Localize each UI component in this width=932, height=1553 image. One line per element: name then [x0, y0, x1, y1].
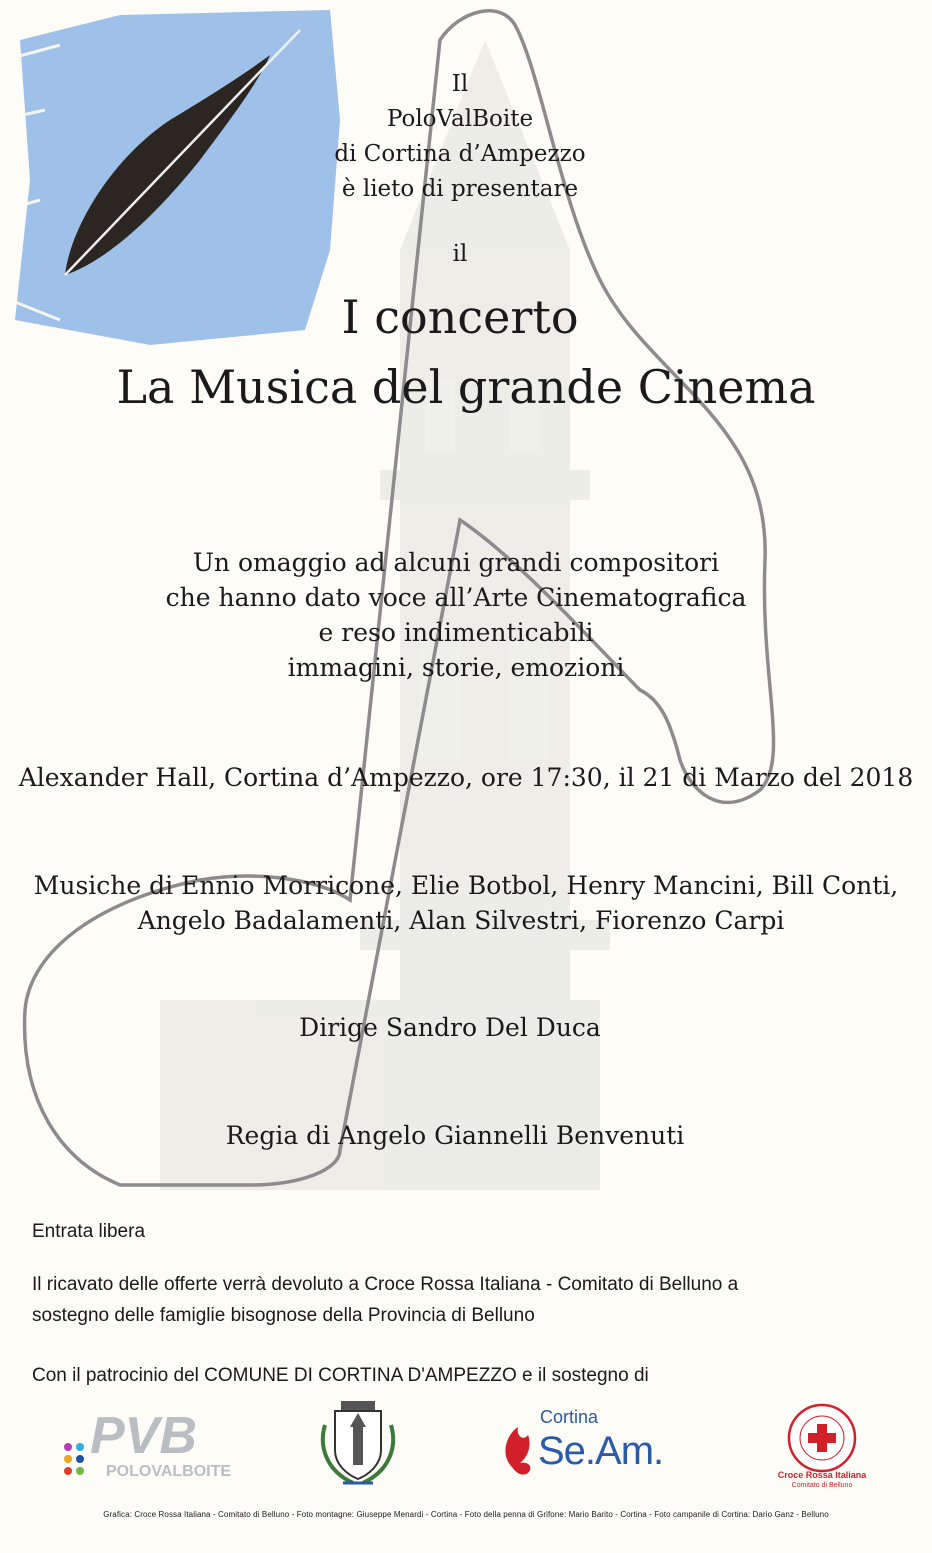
director: Regia di Angelo Giannelli Benvenuti — [225, 1121, 685, 1150]
donation-line-1: Il ricavato delle offerte verrà devoluto a Croce Rossa Italiana - Comitato di Belluno a — [32, 1274, 739, 1295]
tribute-line-1: Un omaggio ad alcuni grandi compositori — [192, 548, 720, 577]
composers-line-2: Angelo Badalamenti, Alan Silvestri, Fiorenzo Carpi — [137, 906, 785, 935]
concert-main-title: La Musica del grande Cinema — [116, 360, 816, 414]
pvb-name: POLOVALBOITE — [106, 1463, 232, 1480]
intro-organization: PoloValBoite — [386, 106, 534, 132]
cortina-coat-of-arms — [313, 1395, 403, 1490]
red-cross-logo — [772, 1402, 872, 1497]
seam-logo — [498, 1405, 688, 1485]
composers-line-1: Musiche di Ennio Morricone, Elie Botbol, Henry Mancini, Bill Conti, — [33, 871, 899, 900]
intro-location: di Cortina d’Ampezzo — [334, 141, 586, 167]
coat-of-arms-icon — [313, 1395, 403, 1490]
seam-top-text: Cortina — [540, 1407, 599, 1427]
concert-number-title: I concerto — [341, 290, 579, 344]
pvb-mark-text: PVB — [90, 1407, 197, 1465]
conductor: Dirige Sandro Del Duca — [299, 1013, 601, 1042]
intro-line-il: Il — [451, 71, 469, 97]
tribute-line-4: immagini, storie, emozioni — [287, 653, 625, 682]
patronage-line: Con il patrocinio del COMUNE DI CORTINA D'AMPEZZO e il sostegno di — [32, 1365, 649, 1386]
polovalboite-logo — [60, 1405, 250, 1485]
venue-datetime: Alexander Hall, Cortina d’Ampezzo, ore 17:30, il 21 di Marzo del 2018 — [18, 763, 914, 792]
intro-presents: è lieto di presentare — [341, 176, 579, 202]
red-cross-emblem-icon — [772, 1402, 872, 1474]
intro-article: il — [452, 241, 468, 267]
photo-credits: Grafica: Croce Rossa Italiana - Comitato di Belluno - Foto montagne: Giuseppe Menardi - Cortina - Foto della penna di Grifone: Mario Barito - Cortina - Foto campanile di Cortina: Dario Ganz - Belluno — [103, 1510, 829, 1519]
red-cross-sub: Comitato di Belluno — [791, 1482, 853, 1489]
seam-bottom-text: Se.Am. — [538, 1429, 664, 1473]
donation-line-2: sostegno delle famiglie bisognose della Provincia di Belluno — [32, 1305, 535, 1326]
entry-info: Entrata libera — [32, 1221, 146, 1242]
tribute-line-3: e reso indimenticabili — [318, 618, 594, 647]
tribute-line-2: che hanno dato voce all’Arte Cinematografica — [165, 583, 747, 612]
red-cross-name: Croce Rossa Italiana — [777, 1470, 867, 1480]
